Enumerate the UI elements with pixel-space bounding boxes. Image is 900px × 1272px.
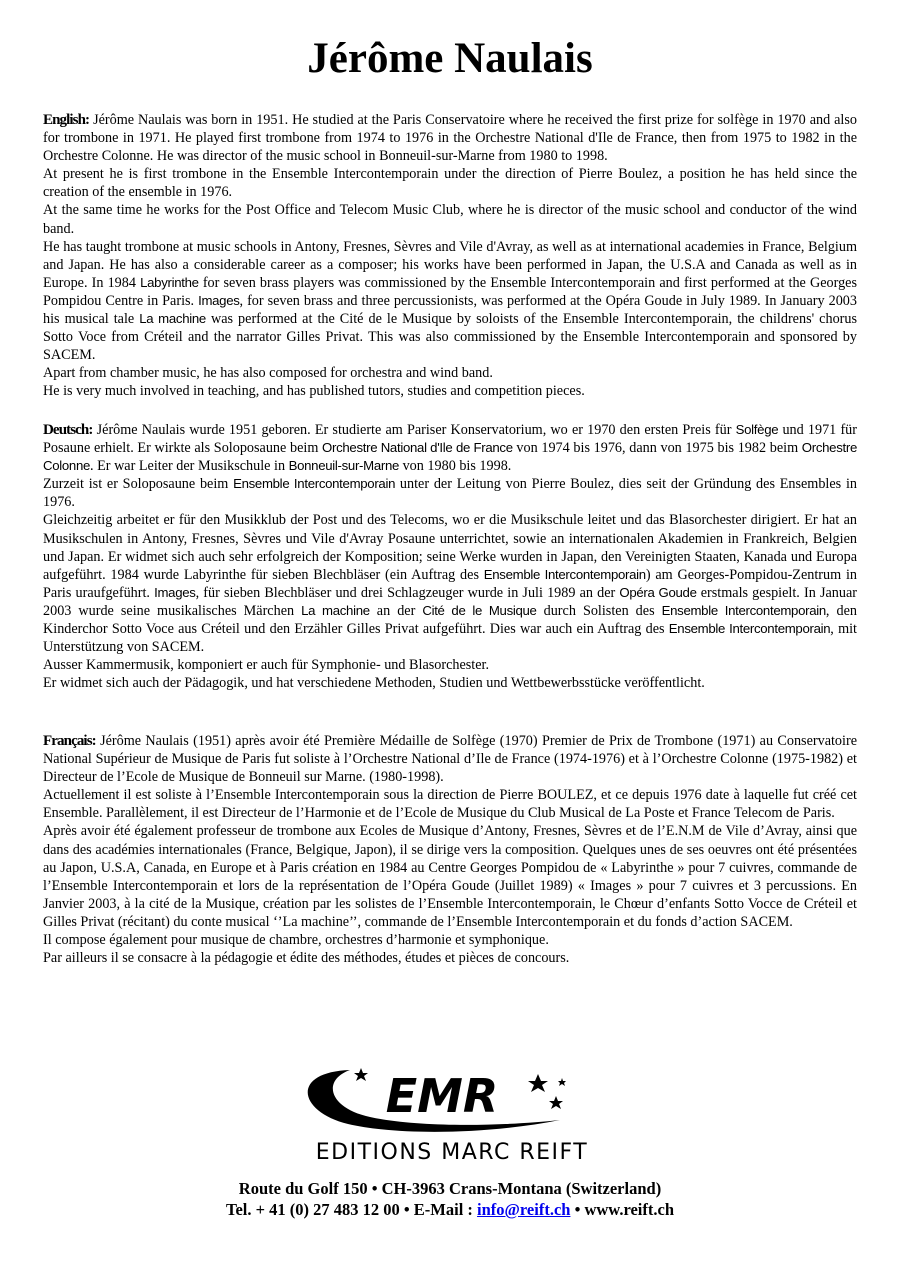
logo-wordmark: EDITIONS MARC REIFT	[315, 1140, 589, 1165]
deutsch-paragraph-1: Deutsch: Jérôme Naulais wurde 1951 geboren. Er studierte am Pariser Konservatorium, wo er 1970 den ersten Preis für Solfège und 1971 für Posaune erhielt. Er wirkte als Soloposaune beim Orchestre National d'Ile de France von 1974 bis 1976, dann von 1975 bis 1982 beim Orchestre Colonne. Er war Leiter der Musikschule in Bonneuil-sur-Marne von 1980 bis 1998.	[43, 422, 857, 475]
email-link[interactable]: info@reift.ch	[477, 1200, 571, 1219]
deutsch-paragraph-3: Gleichzeitig arbeitet er für den Musikklub der Post und des Telecoms, wo er die Musikschule leitet und das Blasorchester dirigiert. Er hat an Musikschulen in Antony, Fresnes, Sèvres und Vile d'Avray Posaune unterrichtet, sowie an internationalen Akademien in Frankreich, Belgien und Japan. Er widmet sich auch sehr erfolgreich der Komposition; seine Werke wurden in Japan, den Vereinigten Staaten, Kanada und Europa aufgeführt. 1984 wurde Labyrinthe für sieben Blechbläser (ein Auftrag des Ensemble Intercontemporain) am Georges-Pompidou-Zentrum in Paris uraufgeführt. Images, für sieben Blechbläser und drei Schlagzeuger wurde in Juli 1989 an der Opéra Goude erstmals gespielt. In Januar 2003 wurde seine musikalisches Märchen La machine an der Cité de le Musique durch Solisten des Ensemble Intercontemporain, den Kinderchor Sotto Voce aus Créteil und den Erzähler Gilles Privat aufgeführt. Dies war auch ein Auftrag des Ensemble Intercontemporain, mit Unterstützung von SACEM.	[43, 512, 857, 656]
francais-label: Français:	[43, 733, 96, 749]
english-paragraph-1: English: Jérôme Naulais was born in 1951. He studied at the Paris Conservatoire where he received the first prize for solfège in 1970 and also for trombone in 1971. He played first trombone from 1974 to 1976 in the Orchestre National d'Ile de France, then from 1975 to 1982 in the Orchestre Colonne. He was director of the music school in Bonneuil-sur-Marne from 1980 to 1998.	[43, 112, 857, 165]
work-title-labyrinthe: Labyrinthe	[140, 274, 199, 290]
footer-contact: Tel. + 41 (0) 27 483 12 00 • E-Mail : info@reift.ch • www.reift.ch	[225, 1200, 674, 1219]
francais-paragraph-1: Français: Jérôme Naulais (1951) après avoir été Première Médaille de Solfège (1970) Premier de Prix de Trombone (1971) au Conservatoire National Supérieur de Musique de Paris fut soliste à l’Orchestre National d’Ile de France (1974-1976) et à l’Orchestre Colonne (1975-1982) et Directeur de l’Ecole de Musique de Bonneuil sur Marne. (1980-1998).	[43, 733, 857, 786]
section-francais	[43, 732, 857, 967]
deutsch-paragraph-5: Er widmet sich auch der Pädagogik, und hat verschiedene Methoden, Studien und Wettbewerbsstücke veröffentlicht.	[43, 675, 705, 692]
deutsch-label: Deutsch:	[43, 422, 93, 438]
emr-logo	[230, 1062, 680, 1167]
english-paragraph-6: He is very much involved in teaching, and has published tutors, studies and competition pieces.	[43, 383, 585, 400]
work-title-images: Images	[198, 292, 240, 308]
english-paragraph-5: Apart from chamber music, he has also composed for orchestra and wind band.	[43, 365, 493, 382]
deutsch-paragraph-2: Zurzeit ist er Soloposaune beim Ensemble Intercontemporain unter der Leitung von Pierre Boulez, dies seit der Gründung des Ensembles in 1976.	[43, 476, 857, 511]
francais-paragraph-4: Il compose également pour musique de chambre, orchestres d’harmonie et symphonique.	[43, 932, 549, 949]
english-paragraph-4: He has taught trombone at music schools in Antony, Fresnes, Sèvres and Vile d'Avray, as well as at international academies in France, Belgium and Japan. He has also a considerable career as a composer; his works have been performed in Japan, the U.S.A and Canada as well as in Europe. In 1984 Labyrinthe for seven brass players was commissioned by the Ensemble Intercontemporain and first performed at the Georges Pompidou Centre in Paris. Images, for seven brass and three percussionists, was performed at the Opéra Goude in July 1989. In January 2003 his musical tale La machine was performed at the Cité de le Musique by soloists of the Ensemble Intercontemporain, the childrens' chorus Sotto Voce from Créteil and the narrator Gilles Privat. This was also commissioned by the Ensemble Intercontemporain and sponsored by SACEM.	[43, 238, 858, 364]
logo-mark: EMR	[385, 1069, 499, 1123]
website-text: • www.reift.ch	[570, 1200, 674, 1219]
section-english	[43, 111, 857, 401]
english-label: English:	[43, 112, 90, 128]
work-title-la-machine: La machine	[139, 311, 206, 327]
francais-paragraph-5: Par ailleurs il se consacre à la pédagogie et édite des méthodes, études et pièces de concours.	[43, 950, 570, 967]
francais-paragraph-3: Après avoir été également professeur de trombone aux Ecoles de Musique d’Antony, Fresnes, Sèvres et de l’E.N.M de Vile d’Avray, ainsi que dans des académies internationales (France, Belgique, Japon), il se dirige vers la composition. Quelques unes de ses oeuvres ont été présentées au Japon, U.S.A, Canada, en Europe et à Paris création en 1984 au Centre Georges Pompidou de « Labyrinthe » pour 7 cuivres, commande de l’Ensemble Intercontemporain et lors de la représentation de l’Opéra Goude (Juillet 1989) « Images » pour 7 cuivres et 3 percussions. En Janvier 2003, à la cité de la Musique, création par les solistes de l’Ensemble Intercontemporain, le Chœur d’enfants Sotto Vocce de Créteil et Gilles Privat (récitant) du conte musical ‘’La machine’’, commande de l’Ensemble Intercontemporain et du fonds d’action SACEM.	[43, 823, 857, 930]
footer-address: Route du Golf 150 • CH-3963 Crans-Montana (Switzerland)	[238, 1179, 662, 1198]
deutsch-paragraph-4: Ausser Kammermusik, komponiert er auch für Symphonie- und Blasorchester.	[43, 657, 490, 674]
section-deutsch	[43, 421, 857, 692]
english-paragraph-3: At the same time he works for the Post Office and Telecom Music Club, where he is director of the music school and conductor of the wind band.	[43, 202, 857, 237]
page-title: Jérôme Naulais	[307, 35, 593, 82]
francais-paragraph-2: Actuellement il est soliste à l’Ensemble Intercontemporain sous la direction de Pierre BOULEZ, et ce depuis 1976 date à laquelle fut créé cet Ensemble. Parallèlement, il est Directeur de l’Harmonie et de l’Ecole de Musique du Club Musical de La Poste et France Telecom de Paris.	[43, 787, 857, 822]
english-paragraph-2: At present he is first trombone in the Ensemble Intercontemporain under the direction of Pierre Boulez, a position he has held since the creation of the ensemble in 1976.	[43, 166, 857, 201]
